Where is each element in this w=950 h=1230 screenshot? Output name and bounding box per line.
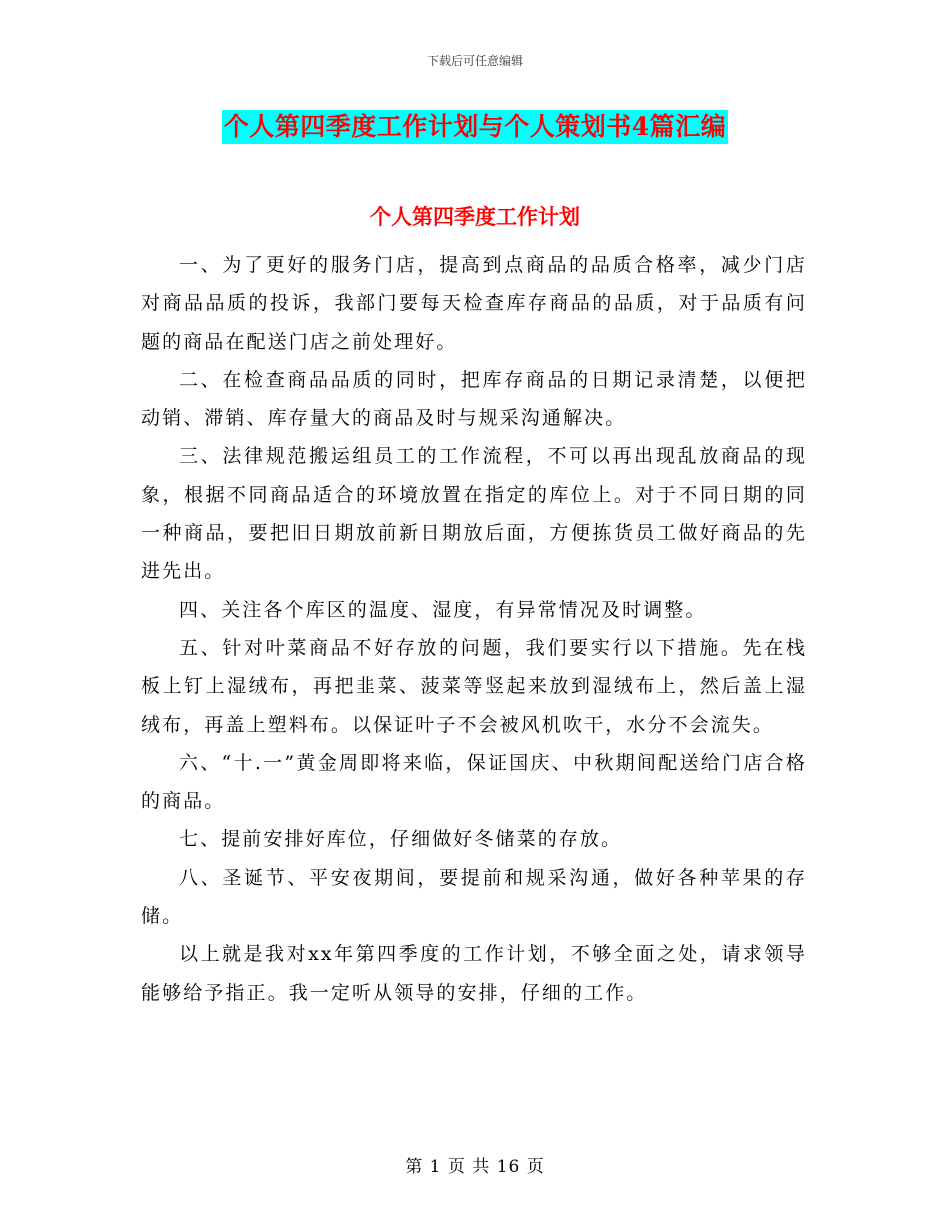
- document-title-container: [0, 110, 950, 144]
- paragraph-2: 二、在检查商品品质的同时，把库存商品的日期记录清楚，以便把动销、滞销、库存量大的商品及时与规采沟通解决。: [141, 368, 807, 430]
- document-body: [141, 246, 807, 1012]
- paragraph-9: 以上就是我对xx年第四季度的工作计划，不够全面之处，请求领导能够给予指正。我一定听从领导的安排，仔细的工作。: [141, 943, 807, 1004]
- paragraph-4: 四、关注各个库区的温度、湿度，有异常情况及时调整。: [179, 598, 707, 621]
- paragraph-6: 六、“十.一”黄金周即将来临，保证国庆、中秋期间配送给门店合格的商品。: [141, 751, 807, 813]
- paragraph-1: 一、为了更好的服务门店，提高到点商品的品质合格率，减少门店对商品品质的投诉，我部门要每天检查库存商品的品质，对于品质有问题的商品在配送门店之前处理好。: [141, 254, 807, 353]
- paragraph-8: 八、圣诞节、平安夜期间，要提前和规采沟通，做好各种苹果的存储。: [141, 866, 807, 928]
- section-title: 个人第四季度工作计划: [370, 204, 580, 229]
- paragraph-7: 七、提前安排好库位，仔细做好冬储菜的存放。: [179, 828, 623, 851]
- document-title: 个人第四季度工作计划与个人策划书4篇汇编: [222, 110, 728, 144]
- page-header-note: 下载后可任意编辑: [426, 54, 523, 68]
- paragraph-5: 五、针对叶菜商品不好存放的问题，我们要实行以下措施。先在栈板上钉上湿绒布，再把韭菜、菠菜等竖起来放到湿绒布上，然后盖上湿绒布，再盖上塑料布。以保证叶子不会被风机吹干，水分不会流失。: [141, 636, 807, 736]
- paragraph-3: 三、法律规范搬运组员工的工作流程，不可以再出现乱放商品的现象，根据不同商品适合的环境放置在指定的库位上。对于不同日期的同一种商品，要把旧日期放前新日期放后面，方便拣货员工做好商品的先进先出。: [141, 445, 807, 583]
- page-number-footer: 第 1 页 共 16 页: [405, 1157, 545, 1177]
